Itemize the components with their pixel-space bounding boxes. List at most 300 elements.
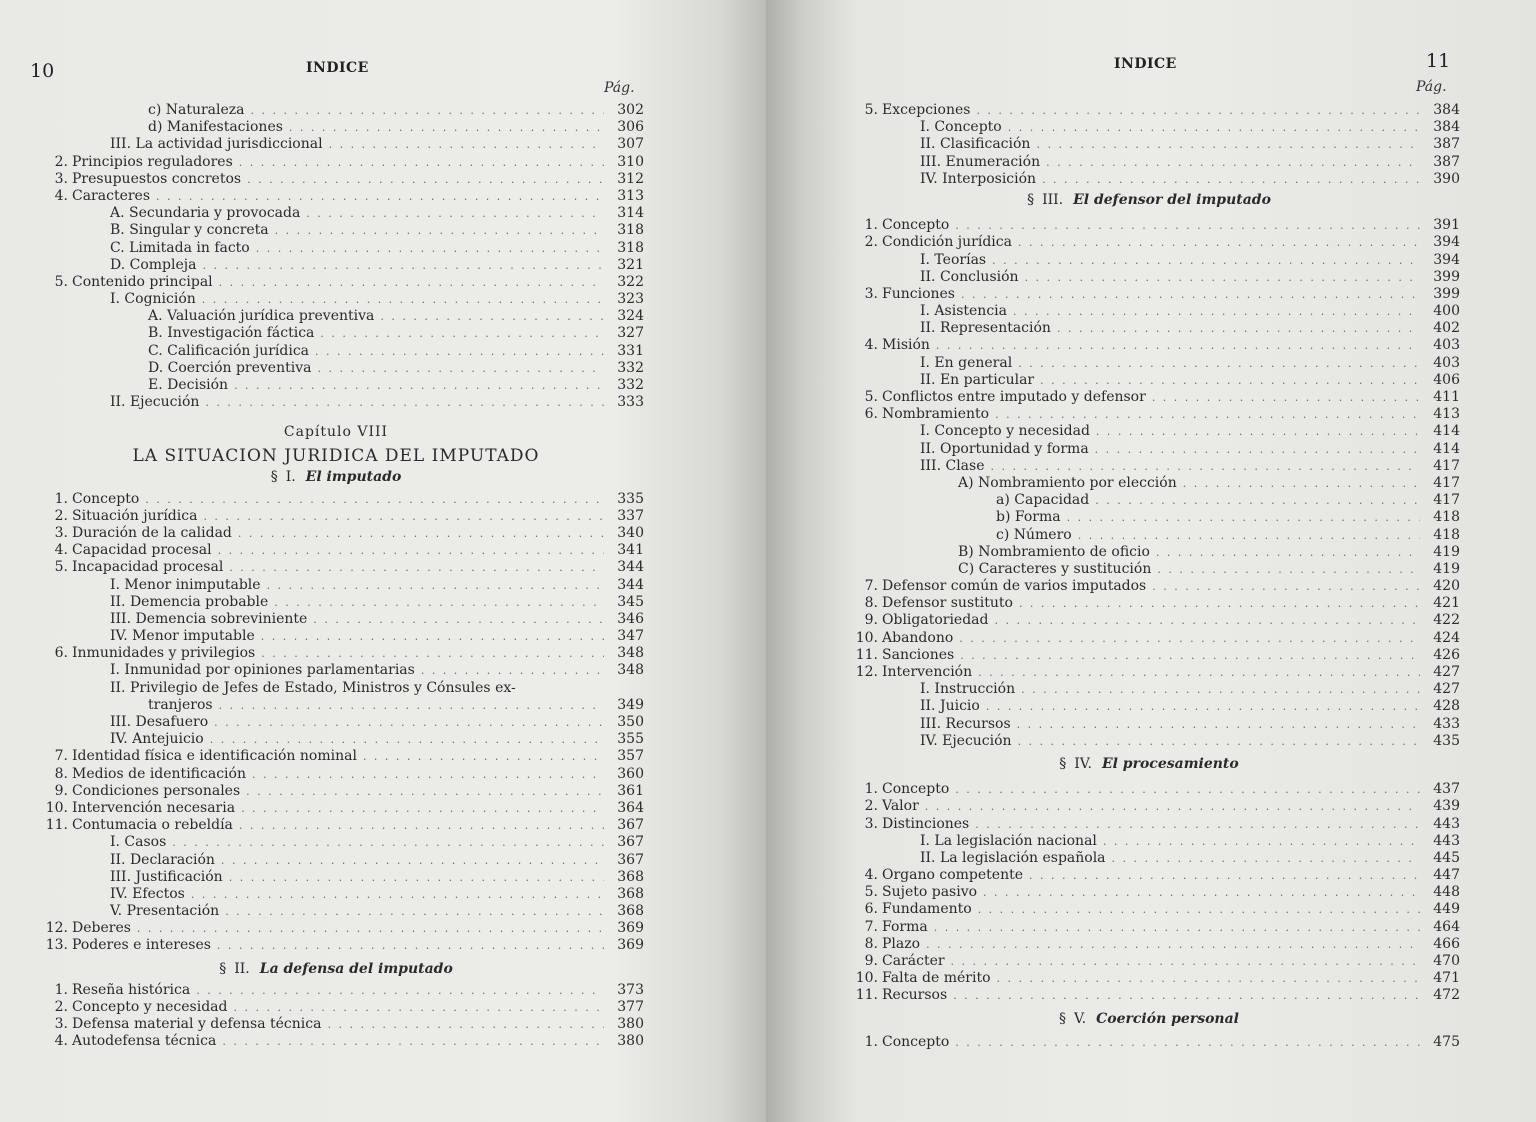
dot-leader bbox=[1018, 234, 1420, 251]
toc-entry-label: Falta de mérito bbox=[882, 970, 991, 987]
dot-leader bbox=[1036, 136, 1420, 153]
dot-leader bbox=[960, 647, 1420, 664]
toc-entry-page: 344 bbox=[617, 576, 644, 593]
toc-entry-label: I. Asistencia bbox=[920, 303, 1007, 320]
toc-entry-label: d) Manifestaciones bbox=[148, 119, 283, 136]
dot-leader bbox=[234, 377, 604, 394]
toc-entry-label: II. Juicio bbox=[920, 698, 980, 715]
toc-entry-page: 345 bbox=[617, 593, 644, 610]
right-page-number: 11 bbox=[1426, 50, 1451, 72]
toc-entry-page: 348 bbox=[617, 645, 644, 662]
toc-entry bbox=[28, 154, 644, 171]
toc-entry-label: I. Instrucción bbox=[920, 681, 1016, 698]
toc-entry-page: 433 bbox=[1433, 715, 1460, 732]
toc-entry bbox=[28, 783, 644, 800]
dot-leader bbox=[202, 291, 604, 308]
toc-entry-number: 1. bbox=[864, 1033, 878, 1050]
spacer bbox=[838, 773, 1460, 781]
toc-entry bbox=[838, 681, 1460, 698]
toc-entry-page: 402 bbox=[1433, 320, 1460, 337]
toc-entry bbox=[838, 612, 1460, 629]
section-title: El procesamiento bbox=[1101, 755, 1239, 772]
dot-leader bbox=[313, 611, 604, 628]
toc-entry-label: Intervención bbox=[882, 664, 973, 680]
toc-entry-label: I. Teorías bbox=[920, 251, 987, 268]
toc-entry bbox=[838, 492, 1460, 509]
toc-entry bbox=[838, 355, 1460, 372]
toc-entry-label: Condición jurídica bbox=[882, 234, 1012, 251]
toc-entry-label: A. Secundaria y provocada bbox=[110, 205, 301, 222]
dot-leader bbox=[994, 612, 1420, 629]
toc-entry-number: 3. bbox=[54, 1016, 68, 1033]
dot-leader bbox=[976, 102, 1420, 119]
toc-entry bbox=[838, 867, 1460, 884]
toc-entry bbox=[28, 240, 644, 257]
toc-entry-page: 322 bbox=[617, 273, 644, 290]
right-page bbox=[766, 0, 1536, 1122]
toc-entry-label: IV. Menor imputable bbox=[110, 628, 255, 645]
toc-entry-label: Situación jurídica bbox=[72, 507, 198, 524]
toc-entry-label: II. Clasificación bbox=[920, 136, 1031, 153]
dot-leader bbox=[1042, 171, 1420, 188]
toc-entry bbox=[838, 136, 1460, 153]
dot-leader bbox=[229, 559, 604, 576]
toc-entry-number: 2. bbox=[54, 999, 68, 1015]
toc-entry bbox=[28, 982, 644, 999]
toc-entry-number: 10. bbox=[45, 799, 68, 816]
dot-leader bbox=[421, 662, 604, 679]
toc-entry-number: 8. bbox=[54, 765, 68, 782]
toc-entry-label: Carácter bbox=[882, 953, 945, 969]
dot-leader bbox=[1029, 867, 1420, 884]
toc-entry bbox=[28, 834, 644, 851]
dot-leader bbox=[1025, 269, 1420, 286]
toc-entry bbox=[838, 781, 1460, 798]
toc-entry bbox=[28, 1016, 644, 1033]
toc-entry-label: I. Concepto y necesidad bbox=[920, 423, 1090, 440]
toc-entry-label: Plazo bbox=[882, 935, 921, 952]
toc-entry-label: Sanciones bbox=[882, 646, 955, 663]
dot-leader bbox=[1183, 475, 1420, 492]
toc-entry-page: 369 bbox=[617, 937, 644, 954]
toc-entry bbox=[28, 1033, 644, 1050]
toc-entry-label: B. Singular y concreta bbox=[110, 222, 269, 239]
dot-leader bbox=[239, 154, 604, 171]
toc-entry-page: 464 bbox=[1433, 918, 1460, 935]
dot-leader bbox=[995, 406, 1420, 423]
dot-leader bbox=[202, 257, 604, 274]
toc-entry-page: 439 bbox=[1433, 798, 1460, 815]
toc-entry-label: IV. Ejecución bbox=[920, 732, 1012, 749]
dot-leader bbox=[986, 698, 1420, 715]
dot-leader bbox=[222, 1033, 604, 1050]
toc-entry-page: 310 bbox=[617, 153, 644, 170]
toc-entry-page: 318 bbox=[617, 222, 644, 239]
toc-entry-number: 6. bbox=[864, 406, 878, 423]
dot-leader bbox=[238, 525, 604, 542]
dot-leader bbox=[955, 781, 1420, 798]
toc-entry-page: 377 bbox=[617, 999, 644, 1015]
toc-entry-page: 470 bbox=[1433, 953, 1460, 969]
dot-leader bbox=[975, 816, 1420, 833]
section-heading bbox=[838, 1011, 1460, 1028]
toc-entry-page: 418 bbox=[1433, 509, 1460, 526]
toc-entry-number: 3. bbox=[54, 170, 68, 187]
toc-entry-page: 368 bbox=[617, 885, 644, 902]
toc-entry-page: 348 bbox=[617, 662, 644, 679]
toc-entry-label: III. Justificación bbox=[110, 868, 223, 885]
toc-entry bbox=[28, 188, 644, 205]
toc-entry-page: 380 bbox=[617, 1016, 644, 1033]
dot-leader bbox=[256, 240, 604, 257]
toc-entry bbox=[28, 325, 644, 342]
toc-entry-page: 332 bbox=[617, 359, 644, 376]
toc-entry bbox=[838, 850, 1460, 867]
toc-entry bbox=[838, 102, 1460, 119]
toc-entry-page: 318 bbox=[617, 239, 644, 256]
toc-entry-number: 4. bbox=[864, 867, 878, 884]
toc-entry-number: 6. bbox=[864, 901, 878, 918]
toc-entry-label: E. Decisión bbox=[148, 377, 229, 393]
toc-entry bbox=[28, 697, 644, 714]
toc-entry-page: 391 bbox=[1433, 217, 1460, 234]
toc-entry-page: 449 bbox=[1433, 901, 1460, 918]
toc-entry-page: 471 bbox=[1433, 970, 1460, 987]
toc-entry bbox=[838, 733, 1460, 750]
toc-entry-label: Incapacidad procesal bbox=[72, 559, 224, 576]
toc-entry-number: 5. bbox=[54, 559, 68, 576]
toc-entry bbox=[838, 630, 1460, 647]
toc-entry-page: 419 bbox=[1433, 543, 1460, 560]
toc-entry-label: II. Demencia probable bbox=[110, 593, 269, 610]
toc-entry bbox=[28, 525, 644, 542]
right-running-head: INDICE bbox=[1114, 56, 1177, 72]
dot-leader bbox=[1096, 423, 1420, 440]
toc-entry-number: 9. bbox=[54, 782, 68, 799]
section-symbol: § bbox=[1027, 191, 1035, 208]
dot-leader bbox=[275, 222, 604, 239]
toc-entry-number: 10. bbox=[855, 629, 878, 646]
left-running-head: INDICE bbox=[306, 60, 369, 76]
toc-entry-label: Sujeto pasivo bbox=[882, 884, 978, 901]
toc-entry-page: 341 bbox=[617, 542, 644, 559]
toc-entry-page: 361 bbox=[617, 782, 644, 799]
toc-entry bbox=[28, 222, 644, 239]
dot-leader bbox=[137, 920, 604, 937]
toc-entry-page: 357 bbox=[617, 748, 644, 765]
toc-entry-page: 472 bbox=[1433, 987, 1460, 1004]
dot-leader bbox=[196, 982, 604, 999]
toc-entry-page: 435 bbox=[1433, 732, 1460, 749]
toc-entry bbox=[838, 389, 1460, 406]
toc-entry-label: D. Coerción preventiva bbox=[148, 359, 312, 376]
toc-entry-label: I. Casos bbox=[110, 834, 167, 851]
dot-leader bbox=[239, 817, 604, 834]
toc-entry-label: Valor bbox=[882, 798, 919, 815]
toc-entry bbox=[28, 377, 644, 394]
toc-entry bbox=[838, 458, 1460, 475]
toc-entry-label: I. Concepto bbox=[920, 119, 1002, 136]
toc-entry-label: III. Enumeración bbox=[920, 153, 1041, 170]
toc-entry-page: 403 bbox=[1433, 337, 1460, 354]
toc-entry-label: c) Naturaleza bbox=[148, 102, 245, 118]
toc-entry bbox=[28, 731, 644, 748]
toc-entry-page: 324 bbox=[617, 308, 644, 325]
toc-entry-label: II. La legislación española bbox=[920, 849, 1106, 866]
toc-entry-label: tranjeros bbox=[148, 696, 213, 713]
toc-entry-label: Caracteres bbox=[72, 187, 151, 204]
toc-entry-label: C. Calificación jurídica bbox=[148, 342, 310, 359]
chapter-heading bbox=[28, 421, 644, 469]
toc-entry-label: Contenido principal bbox=[72, 273, 213, 290]
toc-entry-label: C. Limitada in facto bbox=[110, 239, 250, 256]
toc-entry-number: 1. bbox=[864, 217, 878, 234]
section-title: Coerción personal bbox=[1096, 1010, 1239, 1027]
toc-entry-label: Inmunidades y privilegios bbox=[72, 645, 256, 662]
toc-entry-page: 340 bbox=[617, 524, 644, 541]
toc-entry bbox=[28, 920, 644, 937]
dot-leader bbox=[214, 714, 604, 731]
toc-entry-page: 307 bbox=[617, 136, 644, 153]
dot-leader bbox=[1112, 850, 1420, 867]
toc-entry bbox=[28, 274, 644, 291]
toc-entry-number: 7. bbox=[54, 748, 68, 765]
toc-entry-number: 9. bbox=[864, 953, 878, 969]
toc-entry bbox=[838, 647, 1460, 664]
spacer bbox=[838, 209, 1460, 217]
toc-entry-page: 368 bbox=[617, 903, 644, 920]
dot-leader bbox=[205, 394, 604, 411]
dot-leader bbox=[261, 645, 604, 662]
toc-entry-label: III. Recursos bbox=[920, 715, 1011, 732]
toc-entry bbox=[28, 662, 644, 679]
toc-entry-number: 10. bbox=[855, 970, 878, 987]
toc-entry bbox=[838, 154, 1460, 171]
dot-leader bbox=[1019, 595, 1420, 612]
toc-entry bbox=[28, 291, 644, 308]
section-roman: III. bbox=[1042, 191, 1064, 208]
toc-entry-page: 367 bbox=[617, 851, 644, 868]
dot-leader bbox=[955, 217, 1420, 234]
toc-entry-page: 364 bbox=[617, 799, 644, 816]
toc-entry-label: I. Menor inimputable bbox=[110, 576, 261, 593]
dot-leader bbox=[217, 937, 604, 954]
toc-entry-label: Recursos bbox=[882, 987, 948, 1004]
section-title: El imputado bbox=[305, 469, 402, 486]
toc-entry-number: 7. bbox=[864, 918, 878, 935]
toc-entry bbox=[838, 544, 1460, 561]
toc-entry-page: 367 bbox=[617, 834, 644, 851]
dot-leader bbox=[959, 630, 1420, 647]
toc-entry-page: 437 bbox=[1433, 781, 1460, 798]
toc-entry-page: 445 bbox=[1433, 849, 1460, 866]
toc-entry-label: Capacidad procesal bbox=[72, 542, 212, 559]
toc-entry-label: II. Conclusión bbox=[920, 268, 1019, 285]
toc-entry bbox=[838, 595, 1460, 612]
toc-entry-label: A. Valuación jurídica preventiva bbox=[148, 308, 375, 325]
toc-entry bbox=[838, 970, 1460, 987]
toc-entry-label: Distinciones bbox=[882, 815, 970, 832]
toc-entry-number: 5. bbox=[54, 273, 68, 290]
dot-leader bbox=[1021, 681, 1420, 698]
toc-entry-label: Forma bbox=[882, 918, 928, 935]
section-roman: IV. bbox=[1074, 755, 1092, 772]
toc-entry bbox=[28, 766, 644, 783]
dot-leader bbox=[953, 987, 1420, 1004]
toc-entry bbox=[838, 816, 1460, 833]
dot-leader bbox=[934, 919, 1420, 936]
toc-entry bbox=[28, 343, 644, 360]
toc-entry-label: Concepto bbox=[72, 490, 140, 507]
toc-entry bbox=[28, 800, 644, 817]
toc-entry-label: Nombramiento bbox=[882, 406, 990, 423]
toc-entry-page: 466 bbox=[1433, 935, 1460, 952]
dot-leader bbox=[1157, 561, 1420, 578]
toc-entry-number: 13. bbox=[45, 937, 68, 954]
toc-entry-page: 384 bbox=[1433, 119, 1460, 136]
toc-entry bbox=[28, 257, 644, 274]
dot-leader bbox=[241, 800, 604, 817]
toc-entry-number: 6. bbox=[54, 645, 68, 662]
toc-entry-number: 2. bbox=[864, 798, 878, 815]
toc-entry bbox=[28, 999, 644, 1016]
section-symbol: § bbox=[1059, 1010, 1066, 1027]
toc-entry bbox=[28, 360, 644, 377]
dot-leader bbox=[156, 188, 604, 205]
toc-entry-number: 1. bbox=[864, 781, 878, 798]
toc-entry bbox=[838, 269, 1460, 286]
toc-entry-number: 3. bbox=[54, 524, 68, 541]
toc-entry-page: 406 bbox=[1433, 371, 1460, 388]
toc-entry bbox=[28, 714, 644, 731]
toc-entry-label: IV. Antejuicio bbox=[110, 731, 204, 748]
dot-leader bbox=[225, 903, 604, 920]
toc-entry-number: 11. bbox=[855, 987, 878, 1004]
toc-entry bbox=[838, 286, 1460, 303]
toc-entry-label: Medios de identificación bbox=[72, 765, 246, 782]
toc-entry-page: 417 bbox=[1433, 492, 1460, 509]
toc-entry bbox=[28, 136, 644, 153]
toc-entry-page: 323 bbox=[617, 291, 644, 308]
toc-entry-page: 387 bbox=[1433, 136, 1460, 153]
toc-entry bbox=[28, 748, 644, 765]
right-pag-label: Pág. bbox=[1416, 79, 1447, 95]
section-title: El defensor del imputado bbox=[1073, 191, 1271, 208]
toc-entry-page: 413 bbox=[1433, 406, 1460, 423]
toc-entry bbox=[838, 217, 1460, 234]
section-title: La defensa del imputado bbox=[259, 960, 453, 977]
toc-entry-page: 306 bbox=[617, 119, 644, 136]
dot-leader bbox=[329, 136, 604, 153]
toc-entry-number: 11. bbox=[45, 817, 68, 834]
toc-entry bbox=[28, 645, 644, 662]
dot-leader bbox=[380, 308, 604, 325]
toc-entry-label: Autodefensa técnica bbox=[72, 1033, 217, 1050]
dot-leader bbox=[221, 852, 604, 869]
toc-entry bbox=[838, 234, 1460, 251]
section5-toc bbox=[838, 1034, 1460, 1051]
toc-entry-page: 427 bbox=[1433, 681, 1460, 698]
dot-leader bbox=[246, 783, 604, 800]
section1-toc bbox=[28, 491, 644, 955]
toc-entry bbox=[838, 936, 1460, 953]
toc-entry-number: 3. bbox=[864, 815, 878, 832]
toc-entry-number: 2. bbox=[54, 153, 68, 170]
toc-entry bbox=[838, 833, 1460, 850]
toc-entry-page: 350 bbox=[617, 714, 644, 730]
dot-leader bbox=[210, 731, 604, 748]
dot-leader bbox=[992, 252, 1420, 269]
toc-entry-number: 1. bbox=[54, 981, 68, 998]
dot-leader bbox=[1103, 833, 1420, 850]
toc-entry-page: 373 bbox=[617, 981, 644, 998]
toc-entry-label: III. Demencia sobreviniente bbox=[110, 610, 308, 627]
toc-entry-page: 443 bbox=[1433, 815, 1460, 832]
toc-entry-label: IV. Interposición bbox=[920, 170, 1037, 187]
toc-entry-label: III. Clase bbox=[920, 457, 985, 474]
toc-entry-label: Deberes bbox=[72, 920, 131, 937]
toc-entry-page: 349 bbox=[617, 696, 644, 713]
toc-entry-page: 347 bbox=[617, 628, 644, 645]
dot-leader bbox=[1152, 578, 1420, 595]
dot-leader bbox=[327, 1016, 604, 1033]
section-symbol: § bbox=[270, 469, 278, 486]
toc-entry-label: B. Investigación fáctica bbox=[148, 325, 315, 342]
toc-entry bbox=[28, 559, 644, 576]
toc-entry bbox=[838, 509, 1460, 526]
dot-leader bbox=[978, 664, 1420, 681]
toc-entry-number: 7. bbox=[864, 578, 878, 595]
left-toc-top bbox=[28, 102, 644, 411]
toc-entry bbox=[838, 716, 1460, 733]
dot-leader bbox=[172, 834, 604, 851]
toc-entry-label: II. Privilegio de Jefes de Estado, Ministros y Cónsules ex- bbox=[110, 679, 516, 696]
dot-leader bbox=[1040, 372, 1420, 389]
toc-entry-label: Misión bbox=[882, 337, 930, 354]
toc-entry bbox=[838, 578, 1460, 595]
toc-entry-number: 4. bbox=[54, 542, 68, 559]
toc-entry bbox=[838, 406, 1460, 423]
toc-entry bbox=[838, 475, 1460, 492]
toc-entry bbox=[838, 901, 1460, 918]
toc-entry-page: 400 bbox=[1433, 303, 1460, 320]
dot-leader bbox=[1018, 355, 1420, 372]
section2-toc bbox=[28, 982, 644, 1051]
toc-entry-label: Identidad física e identificación nominal bbox=[72, 748, 357, 765]
toc-entry-label: III. Desafuero bbox=[110, 714, 209, 730]
toc-entry-number: 11. bbox=[855, 646, 878, 663]
toc-entry bbox=[28, 119, 644, 136]
toc-entry-page: 380 bbox=[617, 1033, 644, 1050]
dot-leader bbox=[233, 999, 604, 1016]
toc-entry bbox=[28, 308, 644, 325]
toc-entry-label: Condiciones personales bbox=[72, 782, 241, 799]
toc-entry bbox=[838, 884, 1460, 901]
toc-entry bbox=[28, 394, 644, 411]
toc-entry-number: 5. bbox=[864, 389, 878, 405]
toc-entry-page: 447 bbox=[1433, 867, 1460, 884]
toc-entry-label: Concepto bbox=[882, 217, 950, 234]
toc-entry-page: 332 bbox=[617, 377, 644, 393]
dot-leader bbox=[320, 325, 604, 342]
section-symbol: § bbox=[219, 960, 227, 977]
toc-entry-number: 12. bbox=[855, 664, 878, 680]
toc-entry-number: 5. bbox=[864, 884, 878, 901]
section-heading bbox=[28, 469, 644, 486]
toc-entry-page: 399 bbox=[1433, 285, 1460, 302]
section-heading bbox=[28, 961, 644, 978]
toc-entry-label: Excepciones bbox=[882, 102, 971, 118]
